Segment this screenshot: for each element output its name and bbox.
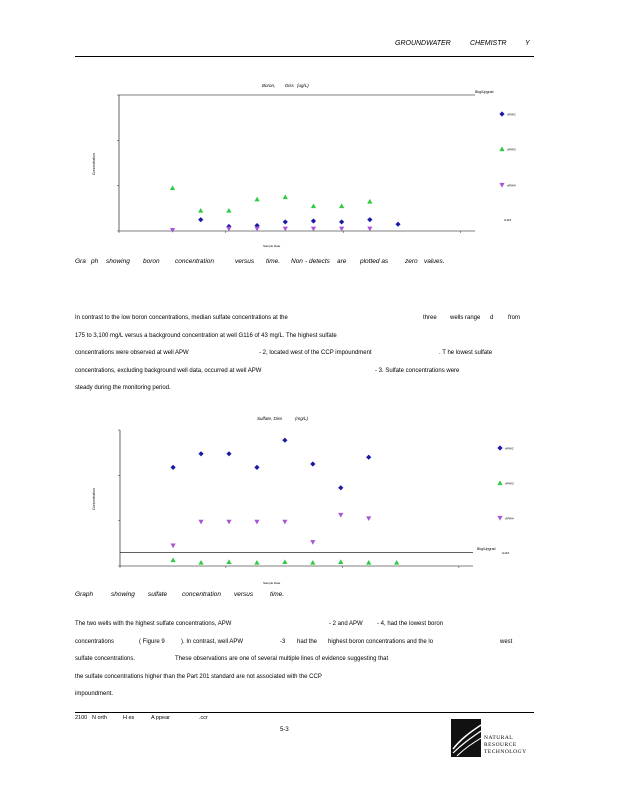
data-point-apw3 — [283, 194, 288, 199]
data-point-apw3 — [170, 185, 175, 190]
p2-l2f: highest boron concentrations and the lo — [328, 638, 434, 645]
cap2-w1: showing — [111, 591, 135, 598]
chart1-title-b: Diss — [285, 83, 294, 88]
cap1-w4: concentration — [175, 258, 215, 265]
p2-line4 — [75, 669, 535, 687]
data-point-apw2 — [283, 219, 288, 224]
cap1-w3: boron — [143, 258, 160, 265]
page-number: 5-3 — [280, 727, 289, 733]
cap2-w4: versus — [234, 591, 254, 598]
cap2-w0: Graph — [75, 591, 94, 598]
cap1-w9: are — [337, 258, 347, 265]
data-point-apw2 — [170, 465, 175, 470]
data-point-apw4 — [367, 227, 372, 232]
data-point-apw4 — [254, 227, 259, 232]
p1-l5: steady during the monitoring period. — [75, 385, 171, 391]
cap1-w5: versus — [235, 258, 255, 265]
data-point-apw2 — [366, 455, 371, 460]
logo-line-1: NATURAL — [484, 735, 514, 741]
data-point-apw3 — [198, 560, 203, 565]
data-point-apw2 — [339, 219, 344, 224]
legend-marker-apw3 — [497, 480, 502, 485]
data-point-apw2 — [282, 438, 287, 443]
data-point-apw3 — [394, 560, 399, 565]
data-point-apw3 — [254, 560, 259, 565]
footer-f1: 2100 — [75, 715, 88, 721]
footer-rule — [75, 712, 534, 713]
p1-l1d: d — [490, 315, 494, 321]
chart2-ylabel: Concentration — [92, 488, 96, 510]
data-point-apw3 — [367, 199, 372, 204]
footer-f2: N orth — [92, 715, 107, 721]
chart1-title-c: (ug/L) — [297, 83, 309, 88]
p2-l1b: - 2 and APW — [329, 621, 363, 627]
paragraph-1 — [75, 310, 535, 398]
data-point-apw3 — [338, 559, 343, 564]
data-point-apw2 — [367, 217, 372, 222]
legend-label-apw2: APW2 — [505, 446, 514, 451]
cap1-w1: ph — [91, 258, 99, 265]
p2-l2g: west — [500, 638, 513, 645]
data-point-apw3 — [254, 197, 259, 202]
legend-label-apw3: APW3 — [507, 147, 516, 152]
p2-line3 — [75, 651, 535, 669]
legend-label-apw4: APW4 — [505, 516, 514, 521]
cap2-w3: concentration — [182, 591, 222, 598]
data-point-apw4 — [311, 227, 316, 232]
legend-label-apw4: APW4 — [507, 183, 516, 188]
logo-line-2: RESOURCE — [484, 742, 517, 748]
company-logo — [451, 719, 536, 759]
chart1-legend — [499, 111, 515, 222]
legend-marker-apw2 — [499, 111, 504, 116]
p1-line5 — [75, 380, 535, 398]
data-point-apw3 — [310, 560, 315, 565]
chart2-marks — [170, 438, 399, 565]
p1-l4a: concentrations, excluding background well data, occurred at well APW — [75, 367, 262, 374]
p1-line2 — [75, 328, 535, 346]
p1-l3b: - 2, located west of the CCP impoundment — [259, 350, 372, 356]
data-point-apw2 — [395, 222, 400, 227]
sulfate-chart — [75, 410, 535, 590]
p2-line5 — [75, 686, 535, 704]
chart1-legend-box: Bkg/Upgrad — [475, 90, 494, 94]
data-point-apw4 — [283, 227, 288, 232]
footer-file — [75, 715, 275, 725]
chart2-legend — [497, 445, 513, 555]
chart1-xlabel: Sample Date — [263, 244, 281, 248]
p1-l2: 175 to 3,100 mg/L versus a background concentration at well G116 of 43 mg/L. The highest sulfate — [75, 332, 337, 339]
cap1-w7: Non — [291, 258, 303, 265]
data-point-apw3 — [226, 559, 231, 564]
chart2-axes — [118, 430, 473, 568]
data-point-apw3 — [226, 208, 231, 213]
legend-marker-apw3 — [499, 146, 504, 151]
cap2-w2: sulfate — [148, 591, 168, 598]
footer-f5: .ccr — [199, 715, 208, 721]
data-point-apw4 — [338, 513, 343, 518]
p2-l2d: -3 — [280, 638, 286, 645]
paragraph-2 — [75, 616, 535, 704]
p1-l1b: three — [423, 315, 437, 321]
cap1-w6: time. — [266, 258, 281, 265]
p2-line1 — [75, 616, 535, 634]
p2-l2b: ( Figure 9 — [139, 638, 165, 645]
logo-line-3: TECHNOLOGY — [484, 749, 527, 755]
boron-chart — [75, 75, 535, 250]
data-point-apw4 — [282, 520, 287, 525]
p2-line2 — [75, 634, 535, 652]
legend-marker-apw4 — [499, 183, 504, 188]
data-point-apw4 — [339, 227, 344, 232]
data-point-apw4 — [226, 520, 231, 525]
chart1-marks — [170, 185, 401, 232]
p2-l1c: - 4, had the lowest boron — [377, 621, 444, 627]
chart2-legend-box: Bkg/Upgrad — [477, 547, 496, 551]
p2-l2a: concentrations — [75, 638, 115, 645]
data-point-apw4 — [254, 520, 259, 525]
running-header — [0, 38, 618, 52]
cap1-w11: zero — [405, 258, 418, 265]
chart2-xlabel: Sample Date — [263, 581, 281, 585]
footer-f3: H es — [123, 715, 135, 721]
p2-l5: impoundment. — [75, 691, 114, 697]
legend-label-apw2: APW2 — [507, 112, 516, 117]
legend-label-g116: G116 — [502, 551, 510, 555]
data-point-apw4 — [170, 544, 175, 549]
data-point-apw2 — [254, 465, 259, 470]
legend-marker-apw4 — [497, 516, 502, 521]
p2-l4: the sulfate concentrations higher than the Part 201 standard are not associated with the CCP — [75, 673, 322, 680]
data-point-apw2 — [226, 451, 231, 456]
data-point-apw4 — [366, 516, 371, 521]
data-point-apw2 — [338, 485, 343, 490]
cap2-w5: time. — [270, 591, 285, 598]
cap1-w2: showing — [106, 258, 130, 265]
data-point-apw2 — [311, 218, 316, 223]
cap1-w8: - detects — [305, 258, 330, 265]
p1-line1 — [75, 310, 535, 328]
data-point-apw3 — [366, 560, 371, 565]
data-point-apw4 — [198, 520, 203, 525]
header-left: GROUNDWATER — [395, 40, 451, 47]
chart1-ylabel: Concentration — [92, 153, 96, 175]
cap1-w0: Gra — [75, 258, 86, 265]
p1-line4 — [75, 363, 535, 381]
data-point-apw3 — [198, 208, 203, 213]
data-point-apw4 — [226, 227, 231, 232]
p1-l3a: concentrations were observed at well APW — [75, 350, 189, 356]
chart2-title-b: (mg/L) — [295, 416, 309, 421]
data-point-apw4 — [170, 228, 175, 233]
p1-l3c: . T he lowest sulfate — [439, 350, 493, 356]
p1-l1a: In contrast to the low boron concentrations, median sulfate concentrations at the — [75, 315, 288, 321]
p2-l1a: The two wells with the highest sulfate concentrations, APW — [75, 621, 232, 627]
cap1-w10: plotted as — [360, 258, 389, 265]
p1-line3 — [75, 345, 535, 363]
data-point-apw3 — [311, 203, 316, 208]
p2-l2e: had the — [297, 638, 318, 645]
data-point-apw3 — [282, 559, 287, 564]
chart1-title-a: Boron, — [262, 83, 276, 88]
legend-label-g116: G116 — [504, 218, 512, 222]
p2-l2c: ). In contrast, well APW — [181, 638, 244, 645]
cap1-w12: values. — [424, 258, 445, 265]
logo-swoosh-icon — [451, 719, 481, 757]
header-middle: CHEMISTR — [470, 40, 507, 47]
data-point-apw2 — [310, 461, 315, 466]
legend-marker-apw2 — [497, 445, 502, 450]
header-right: Y — [525, 40, 530, 47]
chart1-axes — [117, 95, 475, 233]
p2-l3a: sulfate concentrations. — [75, 656, 136, 662]
figure2-caption — [75, 591, 375, 601]
p1-l1e: from — [508, 315, 520, 321]
figure1-caption — [75, 258, 535, 268]
data-point-apw2 — [198, 451, 203, 456]
p1-l4b: - 3. Sulfate concentrations were — [375, 367, 460, 374]
data-point-apw3 — [339, 203, 344, 208]
legend-label-apw3: APW3 — [505, 481, 514, 486]
p2-l3b: These observations are one of several multiple lines of evidence suggesting that — [175, 656, 389, 662]
chart2-title-a: Sulfate, Diss — [257, 416, 283, 421]
data-point-apw2 — [198, 217, 203, 222]
data-point-apw3 — [170, 557, 175, 562]
footer-f4: A ppear — [151, 715, 170, 721]
p1-l1c: wells range — [450, 315, 481, 321]
data-point-apw4 — [310, 540, 315, 545]
header-rule — [75, 56, 534, 57]
